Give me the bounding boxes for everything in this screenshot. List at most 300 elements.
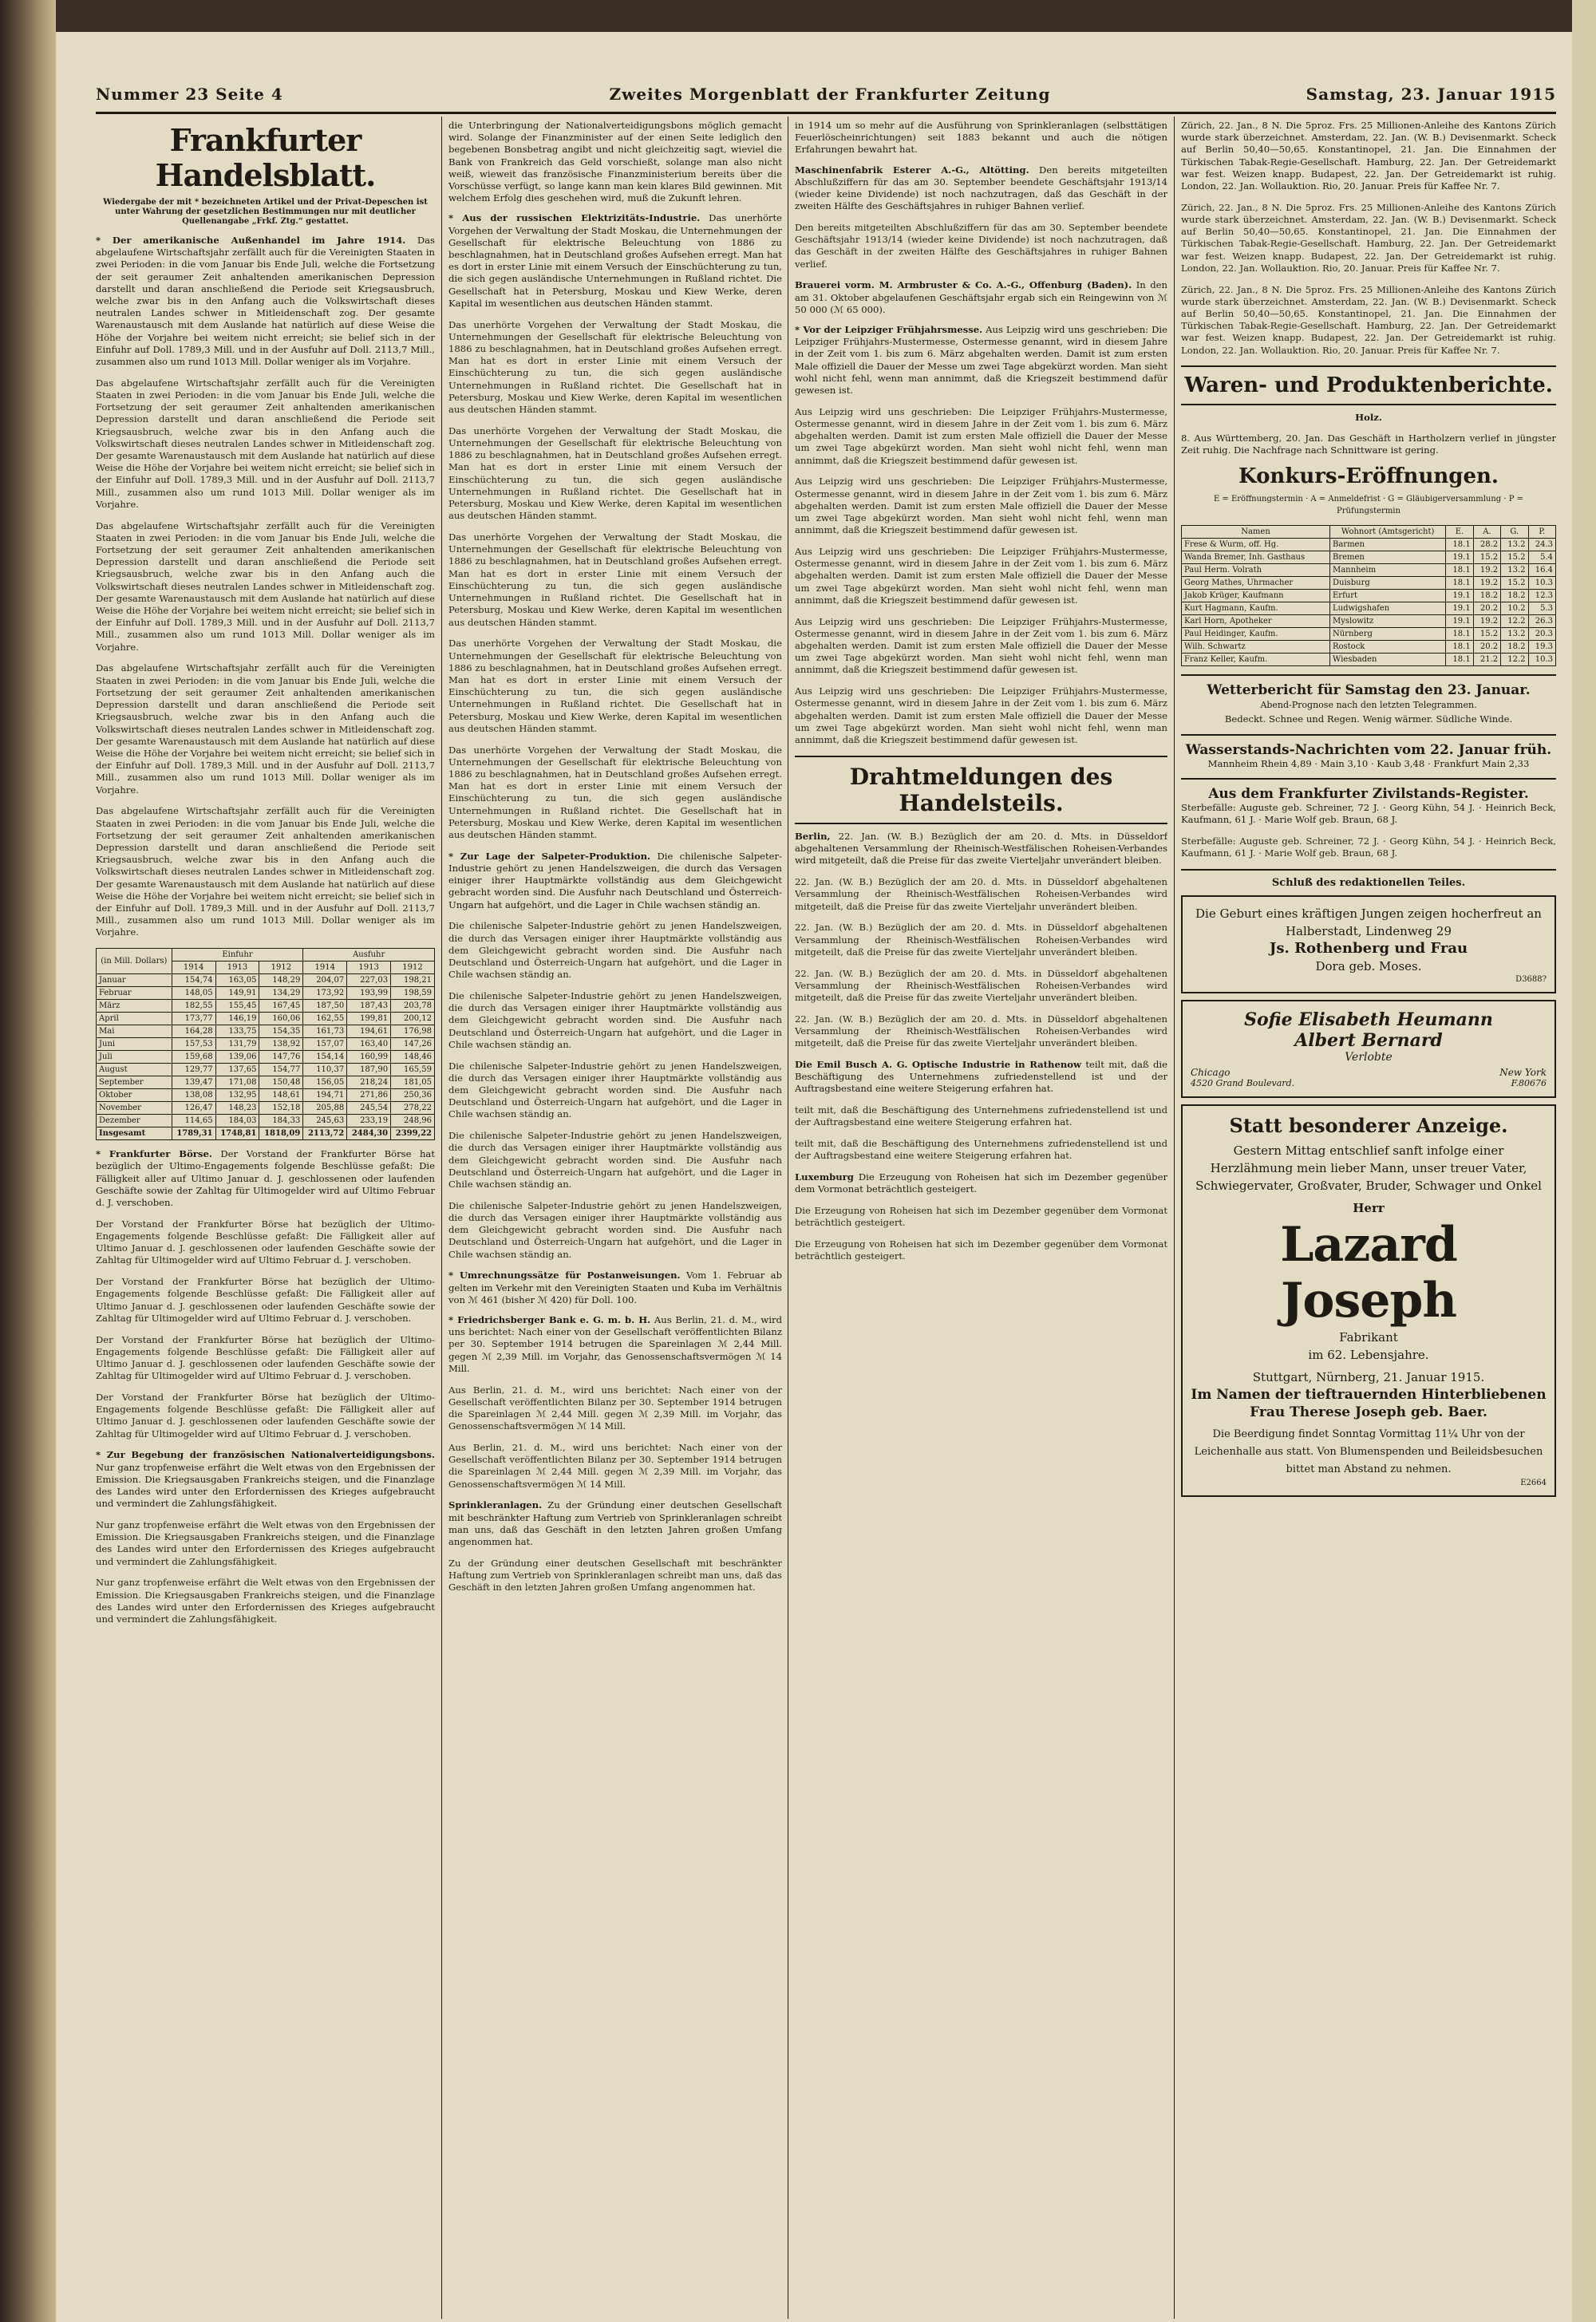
table-cell: 227,03: [347, 974, 391, 987]
table-cell: Juni: [97, 1038, 172, 1051]
article-text: Vom 1. Februar ab gelten im Verkehr mit den Vereinigten Staaten und Kuba im Verhältnis von ℳ 461 (bisher ℳ 420) für Doll. 100.: [448, 1270, 782, 1305]
konkurs-header: A.: [1473, 526, 1500, 539]
article-text: Das unerhörte Vorgehen der Verwaltung der Stadt Moskau, die Unternehmungen der Gesellschaft für elektrische Beleuchtung von 1886 zu beschlagnahmen, hat in Deutschland großes Aufsehen erregt. Man hat es dort in erster Linie mit einem Versuch der Einschüchterung zu tun, die sich gegen ausländische Unternehmungen in Rußland richtet. Die Gesellschaft hat in Petersburg, Moskau und Kiew Werke, deren Kapital im wesentlichen aus deutschen Händen stammt.: [448, 638, 782, 734]
konkurs-cell: 19.1: [1446, 590, 1473, 602]
water-heading: Wasserstands-Nachrichten vom 22. Januar früh.: [1185, 741, 1552, 758]
konkurs-cell: Nürnberg: [1329, 628, 1445, 641]
konkurs-row: [1182, 590, 1556, 602]
konkurs-cell: 19.1: [1446, 615, 1473, 628]
konkurs-header: Wohnort (Amtsgericht): [1329, 526, 1445, 539]
article-text: Die chilenische Salpeter-Industrie gehört zu jenen Handelszweigen, die durch das Versagen einiger ihrer Hauptmärkte vollständig aus dem Gleichgewicht gebracht worden sind. Die Ausfuhr nach Deutschland und Österreich-Ungarn hat aufgehört, und die Lager in Chile wachsen ständig an.: [448, 1199, 782, 1260]
table-row: [97, 1013, 435, 1025]
obituary-text: Gestern Mittag entschlief sanft infolge einer Herzlähmung mein lieber Mann, unser treuer Vater, Schwiegervater, Großvater, Bruder, Schwager und Onkel: [1195, 1143, 1542, 1193]
table-cell: Dezember: [97, 1115, 172, 1127]
article-text: teilt mit, daß die Beschäftigung des Unternehmens zufriedenstellend ist und der Auftragsbestand eine weitere Steigerung erfahren hat.: [795, 1138, 1167, 1162]
konkurs-cell: Paul Herm. Volrath: [1182, 564, 1330, 577]
konkurs-cell: Ludwigshafen: [1329, 602, 1445, 615]
engaged-name-2: Albert Bernard: [1294, 1029, 1443, 1051]
table-cell: 187,43: [347, 1000, 391, 1013]
newspaper-page: [56, 32, 1572, 2322]
article-heading: * Frankfurter Börse.: [96, 1148, 212, 1160]
engaged-name-1: Sofie Elisabeth Heumann: [1244, 1009, 1493, 1030]
ad-code: E2664: [1520, 1478, 1547, 1487]
article-text: in 1914 um so mehr auf die Ausführung von Sprinkleranlagen (selbsttätigen Feuerlöscheinrichtungen) seit 1883 bekannt und auch die nötigen Erfahrungen bewahrt hat.: [795, 120, 1167, 156]
article-text: Aus Berlin, 21. d. M., wird uns berichtet: Nach einer von der Gesellschaft veröffentlichten Bilanz per 30. September 1914 betrugen die Spareinlagen ℳ 2,44 Mill. gegen ℳ 2,39 Mill. im Vorjahr, das Genossenschaftsvermögen ℳ 14 Mill.: [448, 1442, 782, 1490]
table-cell: 199,81: [347, 1013, 391, 1025]
article-heading: * Umrechnungssätze für Postanweisungen.: [448, 1270, 681, 1281]
article-text: Das unerhörte Vorgehen der Verwaltung der Stadt Moskau, die Unternehmungen der Gesellschaft für elektrische Beleuchtung von 1886 zu beschlagnahmen, hat in Deutschland großes Aufsehen erregt. Man hat es dort in erster Linie mit einem Versuch der Einschüchterung zu tun, die sich gegen ausländische Unternehmungen in Rußland richtet. Die Gesellschaft hat in Petersburg, Moskau und Kiew Werke, deren Kapital im wesentlichen aus deutschen Händen stammt.: [448, 212, 782, 309]
article-text: In den am 31. Oktober abgelaufenen Geschäftsjahr ergab sich ein Reingewinn von ℳ 50 000 (ℳ 65 000).: [795, 279, 1167, 315]
konkurs-cell: Barmen: [1329, 539, 1445, 551]
birth-names-2: Dora geb. Moses.: [1315, 958, 1422, 973]
table-cell: 154,35: [259, 1025, 303, 1038]
table-cell: 173,77: [172, 1013, 215, 1025]
konkurs-cell: 24.3: [1528, 539, 1555, 551]
table-cell: 2399,22: [391, 1127, 435, 1140]
table-cell: 200,12: [391, 1013, 435, 1025]
obituary-mourners-2: Frau Therese Joseph geb. Baer.: [1250, 1404, 1487, 1420]
konkurs-cell: 15.2: [1501, 551, 1528, 564]
article-heading: Holz.: [1355, 412, 1382, 424]
article-heading: Sprinkleranlagen.: [448, 1499, 543, 1511]
konkurs-cell: 12.2: [1501, 654, 1528, 666]
table-cell: 148,61: [259, 1089, 303, 1102]
table-row: [97, 1115, 435, 1127]
table-cell: 157,53: [172, 1038, 215, 1051]
table-cell: Januar: [97, 974, 172, 987]
table-group-import: Einfuhr: [172, 949, 303, 962]
table-cell: 160,99: [347, 1051, 391, 1064]
table-cell: Februar: [97, 987, 172, 1000]
civil-register-heading: Aus dem Frankfurter Zivilstands-Register.: [1208, 785, 1529, 802]
konkurs-cell: Bremen: [1329, 551, 1445, 564]
konkurs-cell: 18.1: [1446, 577, 1473, 590]
table-year-header: 1914: [303, 962, 347, 974]
column-divider: [441, 116, 442, 2319]
table-row: [97, 1038, 435, 1051]
konkurs-header: Namen: [1182, 526, 1330, 539]
weather-heading: Wetterbericht für Samstag den 23. Januar.: [1207, 682, 1531, 699]
table-cell: 134,29: [259, 987, 303, 1000]
column-1: [96, 120, 435, 2314]
article-text: Das abgelaufene Wirtschaftsjahr zerfällt auch für die Vereinigten Staaten in zwei Perioden: in die vom Januar bis Ende Juli, welche die Fortsetzung der seit geraumer Zeit anhaltenden amerikanischen Depression darstellt und daran anschließend die Periode seit Kriegsausbruch, welche zwar bis in den Anfang auch die Volkswirtschaft dieses neutralen Landes schwer in Mitleidenschaft zog. Der gesamte Warenaustausch mit dem Auslande hat natürlich auf diese Weise die Höhe der Vorjahre bei weitem nicht erreicht; sie belief sich in der Einfuhr auf Doll. 1789,3 Mill. und in der Ausfuhr auf Doll. 2113,7 Mill., zusammen also um rund 1013 Mill. Dollar weniger als im Vorjahre.: [96, 377, 435, 510]
konkurs-row: [1182, 551, 1556, 564]
table-cell: 198,21: [391, 974, 435, 987]
article-text: teilt mit, daß die Beschäftigung des Unternehmens zufriedenstellend ist und der Auftragsbestand eine weitere Steigerung erfahren hat.: [795, 1104, 1167, 1128]
obituary-herr: Herr: [1353, 1200, 1385, 1215]
konkurs-cell: Rostock: [1329, 641, 1445, 654]
article-text: 22. Jan. (W. B.) Bezüglich der am 20. d. Mts. in Düsseldorf abgehaltenen Versammlung der Rheinisch-Westfälischen Roheisen-Verbandes wird mitgeteilt, daß die Preise für das zweite Vierteljahr unverändert bleiben.: [795, 830, 1167, 867]
article-text: Der Vorstand der Frankfurter Börse hat bezüglich der Ultimo-Engagements folgende Beschlüsse gefaßt: Die Fälligkeit aller auf Ultimo Januar d. J. geschlossenen oder laufenden Geschäfte sowie der Zahltag für Ultimogelder wird auf Ultimo Februar d. J. verschoben.: [96, 1391, 435, 1439]
konkurs-row: [1182, 577, 1556, 590]
table-cell: 154,14: [303, 1051, 347, 1064]
table-cell: 154,77: [259, 1064, 303, 1076]
obituary-place: Stuttgart, Nürnberg, 21. Januar 1915.: [1252, 1369, 1485, 1384]
article-text: Das unerhörte Vorgehen der Verwaltung der Stadt Moskau, die Unternehmungen der Gesellschaft für elektrische Beleuchtung von 1886 zu beschlagnahmen, hat in Deutschland großes Aufsehen erregt. Man hat es dort in erster Linie mit einem Versuch der Einschüchterung zu tun, die sich gegen ausländische Unternehmungen in Rußland richtet. Die Gesellschaft hat in Petersburg, Moskau und Kiew Werke, deren Kapital im wesentlichen aus deutschen Händen stammt.: [448, 531, 782, 628]
table-cell: Insgesamt: [97, 1127, 172, 1140]
table-cell: Oktober: [97, 1089, 172, 1102]
konkurs-cell: 18.2: [1473, 590, 1500, 602]
article-text: Nur ganz tropfenweise erfährt die Welt etwas von den Ergebnissen der Emission. Die Kriegsausgaben Frankreichs steigen, und die Finanzlage des Landes wird unter den Erfordernissen des Krieges aufgebraucht und vermindert die Zahlungsfähigkeit.: [96, 1518, 435, 1567]
article-text: Die chilenische Salpeter-Industrie gehört zu jenen Handelszweigen, die durch das Versagen einiger ihrer Hauptmärkte vollständig aus dem Gleichgewicht gebracht worden sind. Die Ausfuhr nach Deutschland und Österreich-Ungarn hat aufgehört, und die Lager in Chile wachsen ständig an.: [448, 1060, 782, 1120]
table-cell: 1818,09: [259, 1127, 303, 1140]
article-text: 22. Jan. (W. B.) Bezüglich der am 20. d. Mts. in Düsseldorf abgehaltenen Versammlung der Rheinisch-Westfälischen Roheisen-Verbandes wird mitgeteilt, daß die Preise für das zweite Vierteljahr unverändert bleiben.: [795, 922, 1167, 958]
engaged-address-1: 4520 Grand Boulevard.: [1191, 1077, 1295, 1088]
konkurs-cell: Wanda Bremer, Inh. Gasthaus: [1182, 551, 1330, 564]
table-cell: 148,05: [172, 987, 215, 1000]
obituary-title: Statt besonderer Anzeige.: [1229, 1113, 1508, 1137]
konkurs-header: P.: [1528, 526, 1555, 539]
konkurs-cell: 20.2: [1473, 641, 1500, 654]
table-cell: 126,47: [172, 1102, 215, 1115]
table-cell: 205,88: [303, 1102, 347, 1115]
konkurs-row: [1182, 628, 1556, 641]
table-cell: 139,06: [215, 1051, 259, 1064]
table-cell: 165,59: [391, 1064, 435, 1076]
table-cell: 129,77: [172, 1064, 215, 1076]
konkurs-cell: Erfurt: [1329, 590, 1445, 602]
table-cell: 171,08: [215, 1076, 259, 1089]
article-heading: * Aus der russischen Elektrizitäts-Industrie.: [448, 212, 701, 224]
konkurs-cell: 12.3: [1528, 590, 1555, 602]
konkurs-cell: 18.1: [1446, 539, 1473, 551]
table-row: [97, 1076, 435, 1089]
article-text: Der Vorstand der Frankfurter Börse hat bezüglich der Ultimo-Engagements folgende Beschlüsse gefaßt: Die Fälligkeit aller auf Ultimo Januar d. J. geschlossenen oder laufenden Geschäfte sowie der Zahltag für Ultimogelder wird auf Ultimo Februar d. J. verschoben.: [96, 1276, 435, 1324]
dept-heading: Waren- und Produktenberichte.: [1184, 373, 1553, 398]
table-row: [97, 1051, 435, 1064]
article-text: Der Vorstand der Frankfurter Börse hat bezüglich der Ultimo-Engagements folgende Beschlüsse gefaßt: Die Fälligkeit aller auf Ultimo Januar d. J. geschlossenen oder laufenden Geschäfte sowie der Zahltag für Ultimogelder wird auf Ultimo Februar d. J. verschoben.: [96, 1333, 435, 1382]
konkurs-cell: 18.1: [1446, 628, 1473, 641]
table-cell: 181,05: [391, 1076, 435, 1089]
konkurs-cell: 20.2: [1473, 602, 1500, 615]
obituary: [1181, 1104, 1556, 1497]
table-cell: 160,06: [259, 1013, 303, 1025]
masthead-rule: [96, 112, 1556, 114]
table-cell: 218,24: [347, 1076, 391, 1089]
obituary-name: Lazard Joseph: [1280, 1216, 1457, 1329]
weather-text: Bedeckt. Schnee und Regen. Wenig wärmer. Südliche Winde.: [1224, 713, 1513, 725]
engagement-announcement: [1181, 1000, 1556, 1098]
table-row: [97, 1064, 435, 1076]
konkurs-cell: 10.3: [1528, 654, 1555, 666]
table-cell: 139,47: [172, 1076, 215, 1089]
konkurs-cell: Georg Mathes, Uhrmacher: [1182, 577, 1330, 590]
table-cell: April: [97, 1013, 172, 1025]
end-of-editorial: Schluß des redaktionellen Teiles.: [1271, 876, 1466, 889]
obituary-job: Fabrikant: [1339, 1329, 1398, 1345]
konkurs-row: [1182, 615, 1556, 628]
table-cell: 150,48: [259, 1076, 303, 1089]
market-reports: Zürich, 22. Jan., 8 N. Die 5proz. Frs. 25 Millionen-Anleihe des Kantons Zürich wurde stark überzeichnet. Amsterdam, 22. Jan. (W. B.) Devisenmarkt. Scheck auf Berlin 50,40—50,65. Konstantinopel, 21. Jan. Die Einnahmen der Türkischen Tabak-Regie-Gesellschaft. Hamburg, 22. Jan. Der Getreidemarkt war fest. Weizen knapp. Budapest, 22. Jan. Der Getreidemarkt ist ruhig. London, 22. Jan. Wollauktion. Rio, 20. Januar. Preis für Kaffee Nr. 7.: [1181, 120, 1556, 192]
table-cell: 138,92: [259, 1038, 303, 1051]
birth-address: Halberstadt, Lindenweg 29: [1285, 923, 1452, 938]
table-cell: 147,26: [391, 1038, 435, 1051]
column-divider: [1174, 116, 1175, 2319]
konkurs-cell: 5.4: [1528, 551, 1555, 564]
masthead-center: Zweites Morgenblatt der Frankfurter Zeitung: [609, 85, 1051, 104]
obituary-mourners: Im Namen der tieftrauernden Hinterbliebenen: [1191, 1386, 1547, 1403]
konkurs-cell: 18.1: [1446, 654, 1473, 666]
table-cell: 154,74: [172, 974, 215, 987]
konkurs-cell: 15.2: [1473, 628, 1500, 641]
konkurs-row: [1182, 602, 1556, 615]
engaged-label: Verlobte: [1345, 1050, 1393, 1064]
table-cell: März: [97, 1000, 172, 1013]
article-text: Aus Berlin, 21. d. M., wird uns berichtet: Nach einer von der Gesellschaft veröffentlichten Bilanz per 30. September 1914 betrugen die Spareinlagen ℳ 2,44 Mill. gegen ℳ 2,39 Mill. im Vorjahr, das Genossenschaftsvermögen ℳ 14 Mill.: [448, 1314, 782, 1374]
table-cell: Mai: [97, 1025, 172, 1038]
konkurs-cell: 21.2: [1473, 654, 1500, 666]
table-year-header: 1913: [347, 962, 391, 974]
article-heading: * Der amerikanische Außenhandel im Jahre 1914.: [96, 235, 406, 246]
table-cell: 184,03: [215, 1115, 259, 1127]
article-text: 8. Aus Württemberg, 20. Jan. Das Geschäft in Hartholzern verlief in jüngster Zeit ruhig. Die Nachfrage nach Schnittware ist gering.: [1181, 432, 1556, 456]
birth-announcement: [1181, 895, 1556, 993]
article-text: Die chilenische Salpeter-Industrie gehört zu jenen Handelszweigen, die durch das Versagen einiger ihrer Hauptmärkte vollständig aus dem Gleichgewicht gebracht worden sind. Die Ausfuhr nach Deutschland und Österreich-Ungarn hat aufgehört, und die Lager in Chile wachsen ständig an.: [448, 850, 782, 910]
article-text: teilt mit, daß die Beschäftigung des Unternehmens zufriedenstellend ist und der Auftragsbestand eine weitere Steigerung erfahren hat.: [795, 1058, 1167, 1095]
table-cell: 203,78: [391, 1000, 435, 1013]
table-cell: 198,59: [391, 987, 435, 1000]
market-reports: Zürich, 22. Jan., 8 N. Die 5proz. Frs. 25 Millionen-Anleihe des Kantons Zürich wurde stark überzeichnet. Amsterdam, 22. Jan. (W. B.) Devisenmarkt. Scheck auf Berlin 50,40—50,65. Konstantinopel, 21. Jan. Die Einnahmen der Türkischen Tabak-Regie-Gesellschaft. Hamburg, 22. Jan. Der Getreidemarkt war fest. Weizen knapp. Budapest, 22. Jan. Der Getreidemarkt ist ruhig. London, 22. Jan. Wollauktion. Rio, 20. Januar. Preis für Kaffee Nr. 7.: [1181, 283, 1556, 356]
table-cell: 184,33: [259, 1115, 303, 1127]
birth-text: Die Geburt eines kräftigen Jungen zeigen hocherfreut an: [1195, 906, 1542, 921]
article-text: Nur ganz tropfenweise erfährt die Welt etwas von den Ergebnissen der Emission. Die Kriegsausgaben Frankreichs steigen, und die Finanzlage des Landes wird unter den Erfordernissen des Krieges aufgebraucht und vermindert die Zahlungsfähigkeit.: [96, 1577, 435, 1625]
table-cell: 163,40: [347, 1038, 391, 1051]
article-text: Zu der Gründung einer deutschen Gesellschaft mit beschränkter Haftung zum Vertrieb von Sprinkleranlagen schreibt man uns, daß das Geschäft in den letzten Jahren großen Umfang angenommen hat.: [448, 1499, 782, 1548]
table-cell: 278,22: [391, 1102, 435, 1115]
konkurs-cell: Kurt Hagmann, Kaufm.: [1182, 602, 1330, 615]
article-text: Aus Leipzig wird uns geschrieben: Die Leipziger Frühjahrs-Mustermesse, Ostermesse genannt, wird in diesem Jahre in der Zeit vom 1. bis zum 6. März abgehalten werden. Damit ist zum ersten Male offiziell die Dauer der Messe um zwei Tage abgekürzt worden. Man sieht wohl nicht fehl, wenn man annimmt, daß die Kriegszeit bestimmend dafür gewesen ist.: [795, 546, 1167, 606]
konkurs-cell: 18.1: [1446, 564, 1473, 577]
civil-register-text: Sterbefälle: Auguste geb. Schreiner, 72 J. · Georg Kühn, 54 J. · Heinrich Beck, Kaufmann, 61 J. · Marie Wolf geb. Braun, 68 J.: [1181, 835, 1556, 859]
table-cell: 137,65: [215, 1064, 259, 1076]
table-cell: 271,86: [347, 1089, 391, 1102]
table-cell: 250,36: [391, 1089, 435, 1102]
table-cell: 114,65: [172, 1115, 215, 1127]
konkurs-cell: 10.3: [1528, 577, 1555, 590]
table-cell: 133,75: [215, 1025, 259, 1038]
article-text: die Unterbringung der Nationalverteidigungsbons möglich gemacht wird. Solange der Finanzminister auf der einen Seite lediglich den begebenen Bonsbetrag angibt und nicht gleichzeitig sagt, wieviel die Bank von Frankreich das Geld vorschießt, solange man also nicht weiß, wieweit das französische Finanzministerium bereits über die Vorschüsse verfügt, so lange kann man kein klares Bild gewinnen. Mit welchem Erfolg dies geschehen wird, muß die Zukunft lehren.: [448, 120, 782, 204]
article-heading: Maschinenfabrik Esterer A.-G., Altötting.: [795, 164, 1029, 176]
section-title: Frankfurter Handelsblatt.: [155, 122, 376, 193]
konkurs-cell: 19.1: [1446, 602, 1473, 615]
konkurs-table: [1181, 525, 1556, 666]
konkurs-cell: Myslowitz: [1329, 615, 1445, 628]
engaged-city-1: Chicago: [1191, 1066, 1231, 1078]
article-text: Das abgelaufene Wirtschaftsjahr zerfällt auch für die Vereinigten Staaten in zwei Perioden: in die vom Januar bis Ende Juli, welche die Fortsetzung der seit geraumer Zeit anhaltenden amerikanischen Depression darstellt und daran anschließend die Periode seit Kriegsausbruch, welche zwar bis in den Anfang auch die Volkswirtschaft dieses neutralen Landes schwer in Mitleidenschaft zog. Der gesamte Warenaustausch mit dem Auslande hat natürlich auf diese Weise die Höhe der Vorjahre bei weitem nicht erreicht; sie belief sich in der Einfuhr auf Doll. 1789,3 Mill. und in der Ausfuhr auf Doll. 2113,7 Mill., zusammen also um rund 1013 Mill. Dollar weniger als im Vorjahre.: [96, 519, 435, 653]
article-text: Nur ganz tropfenweise erfährt die Welt etwas von den Ergebnissen der Emission. Die Kriegsausgaben Frankreichs steigen, und die Finanzlage des Landes wird unter den Erfordernissen des Krieges aufgebraucht und vermindert die Zahlungsfähigkeit.: [96, 1461, 435, 1510]
konkurs-cell: 19.2: [1473, 615, 1500, 628]
konkurs-row: [1182, 539, 1556, 551]
konkurs-cell: 28.2: [1473, 539, 1500, 551]
table-cell: 155,45: [215, 1000, 259, 1013]
table-cell: November: [97, 1102, 172, 1115]
article-text: Den bereits mitgeteilten Abschlußziffern für das am 30. September beendete Geschäftsjahr 1913/14 (wieder keine Dividende) ist noch nachzutragen, daß das Geschäft in der zweiten Hälfte des Geschäftsjahres in ruhiger Bahnen verlief.: [795, 164, 1167, 212]
konkurs-cell: 19.1: [1446, 551, 1473, 564]
obituary-age: im 62. Lebensjahre.: [1308, 1347, 1429, 1362]
table-cell: 146,19: [215, 1013, 259, 1025]
table-cell: 149,91: [215, 987, 259, 1000]
article-text: Die chilenische Salpeter-Industrie gehört zu jenen Handelszweigen, die durch das Versagen einiger ihrer Hauptmärkte vollständig aus dem Gleichgewicht gebracht worden sind. Die Ausfuhr nach Deutschland und Österreich-Ungarn hat aufgehört, und die Lager in Chile wachsen ständig an.: [448, 989, 782, 1050]
article-text: Aus Leipzig wird uns geschrieben: Die Leipziger Frühjahrs-Mustermesse, Ostermesse genannt, wird in diesem Jahre in der Zeit vom 1. bis zum 6. März abgehalten werden. Damit ist zum ersten Male offiziell die Dauer der Messe um zwei Tage abgekürzt worden. Man sieht wohl nicht fehl, wenn man annimmt, daß die Kriegszeit bestimmend dafür gewesen ist.: [795, 405, 1167, 466]
konkurs-cell: 19.2: [1473, 564, 1500, 577]
table-cell: 194,71: [303, 1089, 347, 1102]
article-heading: Luxemburg: [795, 1171, 854, 1183]
table-row: [97, 987, 435, 1000]
birth-names: Js. Rothenberg und Frau: [1269, 939, 1468, 957]
article-text: Das abgelaufene Wirtschaftsjahr zerfällt auch für die Vereinigten Staaten in zwei Perioden: in die vom Januar bis Ende Juli, welche die Fortsetzung der seit geraumer Zeit anhaltenden amerikanischen Depression darstellt und daran anschließend die Periode seit Kriegsausbruch, welche zwar bis in den Anfang auch die Volkswirtschaft dieses neutralen Landes schwer in Mitleidenschaft zog. Der gesamte Warenaustausch mit dem Auslande hat natürlich auf diese Weise die Höhe der Vorjahre bei weitem nicht erreicht; sie belief sich in der Einfuhr auf Doll. 1789,3 Mill. und in der Ausfuhr auf Doll. 2113,7 Mill., zusammen also um rund 1013 Mill. Dollar weniger als im Vorjahre.: [96, 662, 435, 796]
konkurs-header: G.: [1501, 526, 1528, 539]
dept-heading: Konkurs-Eröffnungen.: [1238, 464, 1499, 489]
table-cell: 245,63: [303, 1115, 347, 1127]
table-cell: 2484,30: [347, 1127, 391, 1140]
konkurs-cell: 15.2: [1501, 577, 1528, 590]
article-text: Der Vorstand der Frankfurter Börse hat bezüglich der Ultimo-Engagements folgende Beschlüsse gefaßt: Die Fälligkeit aller auf Ultimo Januar d. J. geschlossenen oder laufenden Geschäfte sowie der Zahltag für Ultimogelder wird auf Ultimo Februar d. J. verschoben.: [96, 1218, 435, 1266]
masthead-left: Nummer 23 Seite 4: [96, 85, 283, 104]
table-cell: 156,05: [303, 1076, 347, 1089]
table-cell: 157,07: [303, 1038, 347, 1051]
article-text: 22. Jan. (W. B.) Bezüglich der am 20. d. Mts. in Düsseldorf abgehaltenen Versammlung der Rheinisch-Westfälischen Roheisen-Verbandes wird mitgeteilt, daß die Preise für das zweite Vierteljahr unverändert bleiben.: [795, 967, 1167, 1003]
table-year-header: 1912: [259, 962, 303, 974]
table-cell: 245,54: [347, 1102, 391, 1115]
table-cell: 110,37: [303, 1064, 347, 1076]
table-cell: 147,76: [259, 1051, 303, 1064]
obituary-funeral: Die Beerdigung findet Sonntag Vormittag 11¼ Uhr von der Leichenhalle aus statt. Von Blumenspenden und Beileidsbesuchen bittet man Abstand zu nehmen.: [1194, 1428, 1543, 1475]
konkurs-cell: 18.2: [1501, 641, 1528, 654]
table-cell: 204,07: [303, 974, 347, 987]
table-group-export: Ausfuhr: [303, 949, 435, 962]
table-cell: 173,92: [303, 987, 347, 1000]
article-text: Zu der Gründung einer deutschen Gesellschaft mit beschränkter Haftung zum Vertrieb von Sprinkleranlagen schreibt man uns, daß das Geschäft in den letzten Jahren großen Umfang angenommen hat.: [448, 1557, 782, 1593]
konkurs-cell: 13.2: [1501, 628, 1528, 641]
column-3: [795, 120, 1167, 2314]
article-text: Das unerhörte Vorgehen der Verwaltung der Stadt Moskau, die Unternehmungen der Gesellschaft für elektrische Beleuchtung von 1886 zu beschlagnahmen, hat in Deutschland großes Aufsehen erregt. Man hat es dort in erster Linie mit einem Versuch der Einschüchterung zu tun, die sich gegen ausländische Unternehmungen in Rußland richtet. Die Gesellschaft hat in Petersburg, Moskau und Kiew Werke, deren Kapital im wesentlichen aus deutschen Händen stammt.: [448, 744, 782, 840]
konkurs-row: [1182, 641, 1556, 654]
article-text: Der Vorstand der Frankfurter Börse hat bezüglich der Ultimo-Engagements folgende Beschlüsse gefaßt: Die Fälligkeit aller auf Ultimo Januar d. J. geschlossenen oder laufenden Geschäfte sowie der Zahltag für Ultimogelder wird auf Ultimo Februar d. J. verschoben.: [96, 1148, 435, 1208]
konkurs-cell: 26.3: [1528, 615, 1555, 628]
table-cell: September: [97, 1076, 172, 1089]
table-cell: 1789,31: [172, 1127, 215, 1140]
table-cell: 164,28: [172, 1025, 215, 1038]
table-cell: 187,50: [303, 1000, 347, 1013]
article-text: Aus Leipzig wird uns geschrieben: Die Leipziger Frühjahrs-Mustermesse, Ostermesse genannt, wird in diesem Jahre in der Zeit vom 1. bis zum 6. März abgehalten werden. Damit ist zum ersten Male offiziell die Dauer der Messe um zwei Tage abgekürzt worden. Man sieht wohl nicht fehl, wenn man annimmt, daß die Kriegszeit bestimmend dafür gewesen ist.: [795, 324, 1167, 397]
table-row: [97, 1000, 435, 1013]
article-text: Das unerhörte Vorgehen der Verwaltung der Stadt Moskau, die Unternehmungen der Gesellschaft für elektrische Beleuchtung von 1886 zu beschlagnahmen, hat in Deutschland großes Aufsehen erregt. Man hat es dort in erster Linie mit einem Versuch der Einschüchterung zu tun, die sich gegen ausländische Unternehmungen in Rußland richtet. Die Gesellschaft hat in Petersburg, Moskau und Kiew Werke, deren Kapital im wesentlichen aus deutschen Händen stammt.: [448, 425, 782, 522]
table-row: [97, 1089, 435, 1102]
weather-subheading: Abend-Prognose nach den letzten Telegrammen.: [1260, 700, 1477, 711]
article-text: Die chilenische Salpeter-Industrie gehört zu jenen Handelszweigen, die durch das Versagen einiger ihrer Hauptmärkte vollständig aus dem Gleichgewicht gebracht worden sind. Die Ausfuhr nach Deutschland und Österreich-Ungarn hat aufgehört, und die Lager in Chile wachsen ständig an.: [448, 1130, 782, 1190]
trade-table: [96, 948, 435, 1140]
table-cell: 187,90: [347, 1064, 391, 1076]
konkurs-cell: Frese & Wurm, off. Hg.: [1182, 539, 1330, 551]
table-cell: 162,55: [303, 1013, 347, 1025]
konkurs-cell: 13.2: [1501, 564, 1528, 577]
article-text: Das abgelaufene Wirtschaftsjahr zerfällt auch für die Vereinigten Staaten in zwei Perioden: in die vom Januar bis Ende Juli, welche die Fortsetzung der seit geraumer Zeit anhaltenden amerikanischen Depression darstellt und daran anschließend die Periode seit Kriegsausbruch, welche zwar bis in den Anfang auch die Volkswirtschaft dieses neutralen Landes schwer in Mitleidenschaft zog. Der gesamte Warenaustausch mit dem Auslande hat natürlich auf diese Weise die Höhe der Vorjahre bei weitem nicht erreicht; sie belief sich in der Einfuhr auf Doll. 1789,3 Mill. und in der Ausfuhr auf Doll. 2113,7 Mill., zusammen also um rund 1013 Mill. Dollar weniger als im Vorjahre.: [96, 805, 435, 938]
next-page-edge: [1572, 0, 1596, 2322]
table-cell: 167,45: [259, 1000, 303, 1013]
article-text: Die Erzeugung von Roheisen hat sich im Dezember gegenüber dem Vormonat beträchtlich gesteigert.: [795, 1205, 1167, 1229]
reprint-note: Wiedergabe der mit * bezeichneten Artikel und der Privat-Depeschen ist unter Wahrung der gesetzlichen Bestimmungen nur mit deutlicher Quellenangabe „Frkf. Ztg.“ gestattet.: [103, 198, 428, 226]
table-row: [97, 1025, 435, 1038]
table-cell: 176,98: [391, 1025, 435, 1038]
konkurs-cell: 18.1: [1446, 641, 1473, 654]
article-text: Aus Leipzig wird uns geschrieben: Die Leipziger Frühjahrs-Mustermesse, Ostermesse genannt, wird in diesem Jahre in der Zeit vom 1. bis zum 6. März abgehalten werden. Damit ist zum ersten Male offiziell die Dauer der Messe um zwei Tage abgekürzt worden. Man sieht wohl nicht fehl, wenn man annimmt, daß die Kriegszeit bestimmend dafür gewesen ist.: [795, 476, 1167, 536]
table-cell: August: [97, 1064, 172, 1076]
konkurs-header: E.: [1446, 526, 1473, 539]
table-total-row: [97, 1127, 435, 1140]
table-row: [97, 1102, 435, 1115]
konkurs-cell: 19.2: [1473, 577, 1500, 590]
table-cell: 248,96: [391, 1115, 435, 1127]
table-cell: 152,18: [259, 1102, 303, 1115]
table-year-header: 1913: [215, 962, 259, 974]
table-cell: 2113,72: [303, 1127, 347, 1140]
konkurs-cell: 15.2: [1473, 551, 1500, 564]
table-cell: 148,23: [215, 1102, 259, 1115]
market-reports: Zürich, 22. Jan., 8 N. Die 5proz. Frs. 25 Millionen-Anleihe des Kantons Zürich wurde stark überzeichnet. Amsterdam, 22. Jan. (W. B.) Devisenmarkt. Scheck auf Berlin 50,40—50,65. Konstantinopel, 21. Jan. Die Einnahmen der Türkischen Tabak-Regie-Gesellschaft. Hamburg, 22. Jan. Der Getreidemarkt war fest. Weizen knapp. Budapest, 22. Jan. Der Getreidemarkt ist ruhig. London, 22. Jan. Wollauktion. Rio, 20. Januar. Preis für Kaffee Nr. 7.: [1181, 201, 1556, 274]
konkurs-cell: 13.2: [1501, 539, 1528, 551]
table-cell: 148,29: [259, 974, 303, 987]
konkurs-cell: 16.4: [1528, 564, 1555, 577]
column-4: [1181, 120, 1556, 2314]
table-cell: 161,73: [303, 1025, 347, 1038]
column-2: [448, 120, 782, 2314]
konkurs-cell: Mannheim: [1329, 564, 1445, 577]
table-label: (in Mill. Dollars): [97, 949, 172, 974]
article-text: Das unerhörte Vorgehen der Verwaltung der Stadt Moskau, die Unternehmungen der Gesellschaft für elektrische Beleuchtung von 1886 zu beschlagnahmen, hat in Deutschland großes Aufsehen erregt. Man hat es dort in erster Linie mit einem Versuch der Einschüchterung zu tun, die sich gegen ausländische Unternehmungen in Rußland richtet. Die Gesellschaft hat in Petersburg, Moskau und Kiew Werke, deren Kapital im wesentlichen aus deutschen Händen stammt.: [448, 318, 782, 416]
table-cell: 138,08: [172, 1089, 215, 1102]
konkurs-cell: Jakob Krüger, Kaufmann: [1182, 590, 1330, 602]
article-text: Die Erzeugung von Roheisen hat sich im Dezember gegenüber dem Vormonat beträchtlich gesteigert.: [795, 1171, 1167, 1195]
water-text: Mannheim Rhein 4,89 · Main 3,10 · Kaub 3,48 · Frankfurt Main 2,33: [1207, 757, 1530, 769]
masthead-right: Samstag, 23. Januar 1915: [1306, 85, 1556, 104]
table-cell: 148,46: [391, 1051, 435, 1064]
book-spine: [0, 0, 56, 2322]
table-year-header: 1912: [391, 962, 435, 974]
article-text: Den bereits mitgeteilten Abschlußziffern für das am 30. September beendete Geschäftsjahr 1913/14 (wieder keine Dividende) ist noch nachzutragen, daß das Geschäft in der zweiten Hälfte des Geschäftsjahres in ruhiger Bahnen verlief.: [795, 222, 1167, 270]
konkurs-cell: 20.3: [1528, 628, 1555, 641]
article-heading: * Vor der Leipziger Frühjahrsmesse.: [795, 324, 983, 336]
konkurs-cell: Wilh. Schwartz: [1182, 641, 1330, 654]
article-heading: Berlin,: [795, 830, 831, 842]
table-cell: 131,79: [215, 1038, 259, 1051]
table-cell: 1748,81: [215, 1127, 259, 1140]
article-text: 22. Jan. (W. B.) Bezüglich der am 20. d. Mts. in Düsseldorf abgehaltenen Versammlung der Rheinisch-Westfälischen Roheisen-Verbandes wird mitgeteilt, daß die Preise für das zweite Vierteljahr unverändert bleiben.: [795, 1013, 1167, 1049]
konkurs-legend: E = Eröffnungstermin · A = Anmeldefrist · G = Gläubigerversammlung · P = Prüfungstermin: [1213, 495, 1524, 516]
article-heading: Die Emil Busch A. G. Optische Industrie in Rathenow: [795, 1058, 1081, 1070]
table-cell: 194,61: [347, 1025, 391, 1038]
table-cell: 159,68: [172, 1051, 215, 1064]
article-heading: * Zur Begebung der französischen Nationalverteidigungsbons.: [96, 1449, 435, 1461]
article-heading: Brauerei vorm. M. Armbruster & Co. A.-G., Offenburg (Baden).: [795, 279, 1132, 291]
dept-heading: Drahtmeldungen des Handelsteils.: [849, 763, 1113, 816]
article-text: Aus Leipzig wird uns geschrieben: Die Leipziger Frühjahrs-Mustermesse, Ostermesse genannt, wird in diesem Jahre in der Zeit vom 1. bis zum 6. März abgehalten werden. Damit ist zum ersten Male offiziell die Dauer der Messe um zwei Tage abgekürzt worden. Man sieht wohl nicht fehl, wenn man annimmt, daß die Kriegszeit bestimmend dafür gewesen ist.: [795, 685, 1167, 746]
table-row: [97, 974, 435, 987]
table-cell: 163,05: [215, 974, 259, 987]
article-text: 22. Jan. (W. B.) Bezüglich der am 20. d. Mts. in Düsseldorf abgehaltenen Versammlung der Rheinisch-Westfälischen Roheisen-Verbandes wird mitgeteilt, daß die Preise für das zweite Vierteljahr unverändert bleiben.: [795, 876, 1167, 912]
ad-code: D3688?: [1515, 974, 1547, 984]
konkurs-cell: Duisburg: [1329, 577, 1445, 590]
konkurs-row: [1182, 564, 1556, 577]
konkurs-cell: 5.3: [1528, 602, 1555, 615]
konkurs-cell: Paul Heidinger, Kaufm.: [1182, 628, 1330, 641]
civil-register-text: Sterbefälle: Auguste geb. Schreiner, 72 J. · Georg Kühn, 54 J. · Heinrich Beck, Kaufmann, 61 J. · Marie Wolf geb. Braun, 68 J.: [1181, 801, 1556, 826]
konkurs-cell: Franz Keller, Kaufm.: [1182, 654, 1330, 666]
article-text: Die Erzeugung von Roheisen hat sich im Dezember gegenüber dem Vormonat beträchtlich gesteigert.: [795, 1238, 1167, 1262]
konkurs-cell: 19.3: [1528, 641, 1555, 654]
konkurs-row: [1182, 654, 1556, 666]
table-cell: 132,95: [215, 1089, 259, 1102]
konkurs-cell: 18.2: [1501, 590, 1528, 602]
